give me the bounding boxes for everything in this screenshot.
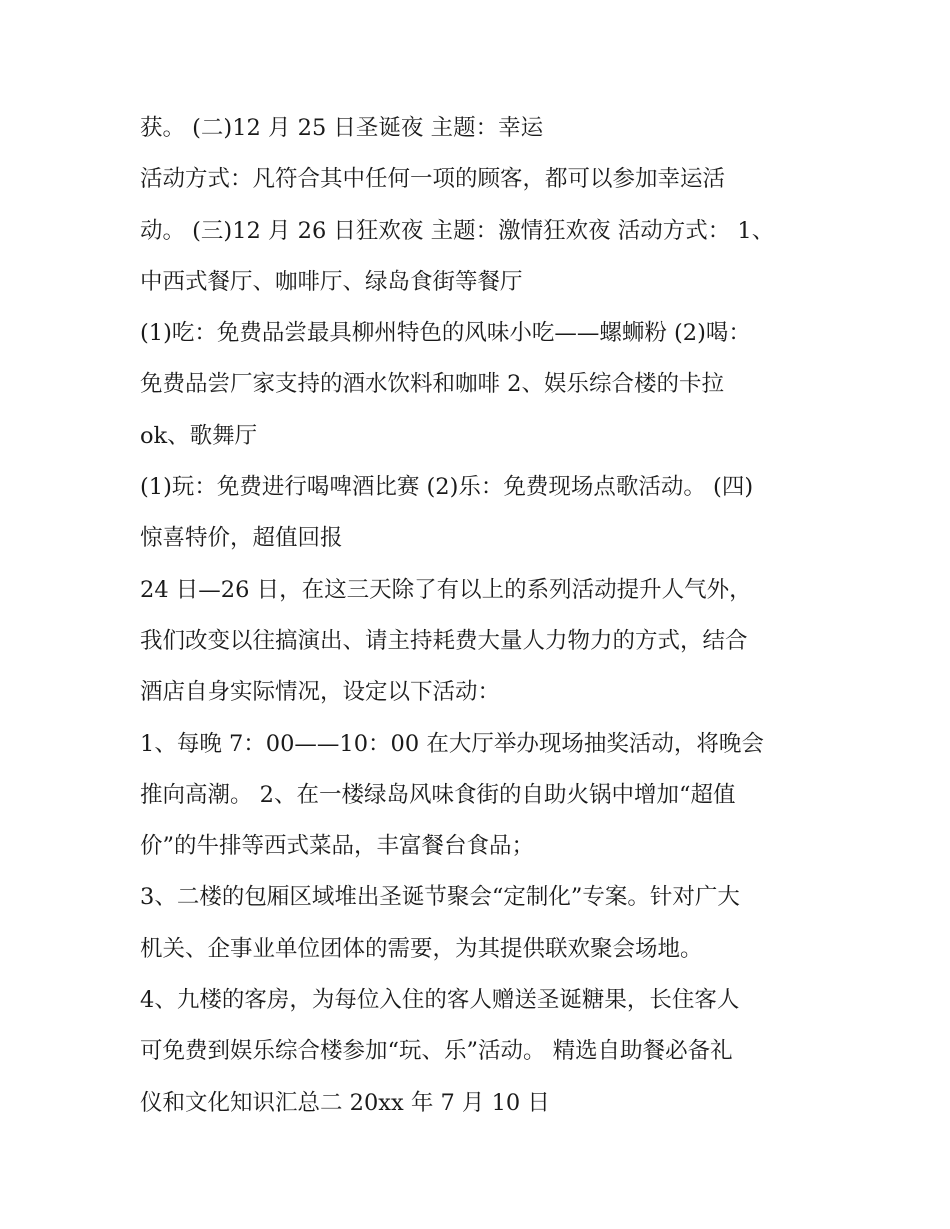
text-line: 酒店自身实际情况，设定以下活动： xyxy=(140,679,501,706)
text-line: 4、九楼的客房，为每位入住的客人赠送圣诞糖果，长住客人 xyxy=(140,987,740,1014)
text-line: 1、每晚 7：00——10：00 在大厅举办现场抽奖活动，将晚会 xyxy=(140,730,764,757)
text-line: 免费品尝厂家支持的酒水饮料和咖啡 2、娱乐综合楼的卡拉 xyxy=(140,371,724,398)
text-line: 仪和文化知识汇总二 20xx 年 7 月 10 日 xyxy=(140,1089,550,1116)
text-line: 我们改变以往搞演出、请主持耗费大量人力物力的方式，结合 xyxy=(140,627,748,654)
text-line: 价”的牛排等西式菜品，丰富餐台食品； xyxy=(140,833,535,860)
text-line: (1)玩：免费进行喝啤酒比赛 (2)乐：免费现场点歌活动。 (四) xyxy=(140,474,754,501)
text-line: 可免费到娱乐综合楼参加“玩、乐”活动。 精选自助餐必备礼 xyxy=(140,1038,733,1065)
text-line: (1)吃：免费品尝最具柳州特色的风味小吃——螺蛳粉 (2)喝： xyxy=(140,320,751,347)
text-line: 获。 (二)12 月 25 日圣诞夜 主题：幸运 xyxy=(140,115,544,141)
text-line: 惊喜特价，超值回报 xyxy=(140,525,343,552)
text-line: 中西式餐厅、咖啡厅、绿岛食街等餐厅 xyxy=(140,268,523,295)
text-line: 动。 (三)12 月 26 日狂欢夜 主题：激情狂欢夜 活动方式： 1、 xyxy=(140,217,775,244)
text-line: 推向高潮。 2、在一楼绿岛风味食街的自助火锅中增加“超值 xyxy=(140,781,736,808)
document-body xyxy=(140,103,830,1129)
text-line: 活动方式：凡符合其中任何一项的顾客，都可以参加幸运活 xyxy=(140,166,726,193)
text-line: 24 日—26 日，在这三天除了有以上的系列活动提升人气外， xyxy=(140,576,752,603)
text-line: ok、歌舞厅 xyxy=(140,422,258,449)
text-line: 机关、企事业单位团体的需要，为其提供联欢聚会场地。 xyxy=(140,935,703,962)
text-line: 3、二楼的包厢区域堆出圣诞节聚会“定制化”专案。针对广大 xyxy=(140,884,740,911)
